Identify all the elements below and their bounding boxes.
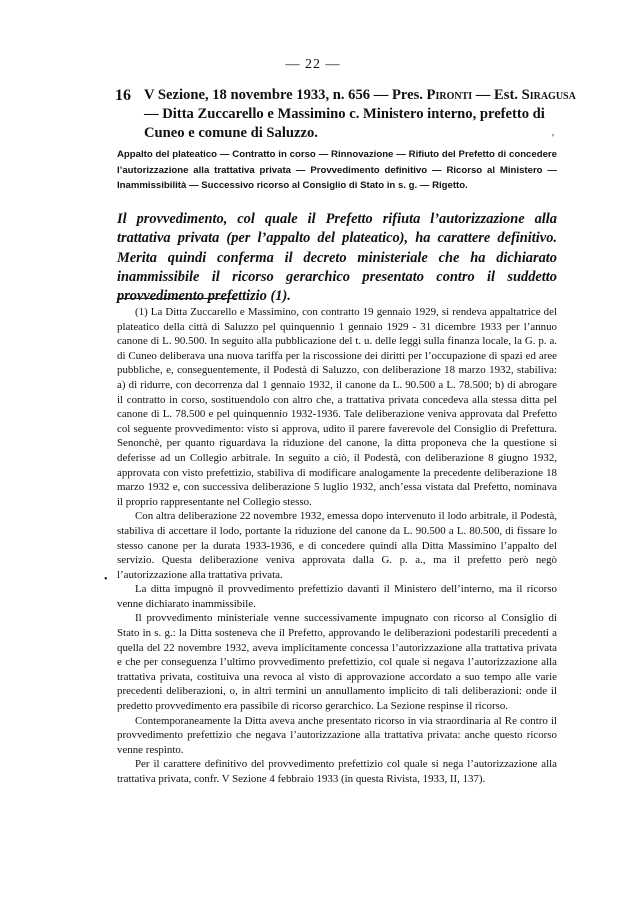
legal-principle: Il provvedimento, col quale il Prefetto rifiuta l’autorizzazione alla trattativa privata (per l’appalto del plateatico), ha carattere definitivo. Merita quindi conferma il decreto ministeriale che ha dichiarato inammissibile il ricorso gerarchico presentato contro il suddetto provvedimento prefettizio (1). [117, 211, 557, 305]
footnote-divider [117, 298, 237, 299]
case-header [117, 86, 577, 143]
footnote-paragraph: La ditta impugnò il provvedimento prefettizio davanti il Ministero dell’interno, ma il ricorso venne dichiarato inammissibile. [117, 583, 557, 610]
margin-mark: ʹ [552, 133, 555, 144]
case-header-text [117, 86, 577, 143]
header-est-label: — Est. [472, 87, 522, 103]
header-president: Pironti [426, 87, 473, 103]
footnote-paragraph: Il provvedimento ministeriale venne successivamente impugnato con ricorso al Consiglio di Stato in s. g.: la Ditta sosteneva che il Prefetto, approvando le deliberazioni podestarili precedenti a quella del 22 novembre 1932, aveva implicitamente concessa l’autorizzazione alla trattativa privata e che per conseguenza l’ultimo provvedimento prefettizio, col quale si negava l’autorizzazione alla trattativa privata, costituiva una revoca al visto di approvazione accordato a suo tempo alle varie precedenti deliberazioni, o, in altri termini un annullamento implicito di tali deliberazioni: onde il predetto provvedimento era passibile di ricorso gerarchico. La Sezione respinse il ricorso. [117, 612, 557, 713]
page-number: — 22 — [285, 57, 341, 72]
header-estensore: Siragusa [521, 87, 576, 103]
footnotes [117, 305, 557, 787]
header-section-date: V Sezione, 18 novembre 1933, n. 656 — Pres. [144, 87, 427, 103]
massima-keywords: Appalto del plateatico — Contratto in corso — Rinnovazione — Rifiuto del Prefetto di concedere l’autorizzazione alla trattativa privata — Provvedimento definitivo — Ricorso al Ministero — Inammissibilità — Successivo ricorso al Consiglio di Stato in s. g. — Rigetto. [117, 149, 557, 191]
footnote-paragraph: Contemporaneamente la Ditta aveva anche presentato ricorso in via straordinaria al Re contro il provvedimento prefettizio che negava l’autorizzazione alla trattativa privata: anche questo ricorso venne respinto. [117, 714, 557, 756]
case-number: 16 [115, 87, 131, 104]
footnote-paragraph: (1) La Ditta Zuccarello e Massimino, con contratto 19 gennaio 1929, si rendeva appaltatrice del plateatico della città di Saluzzo pel quinquennio 1 gennaio 1929 - 31 dicembre 1933 per l’annuo canone di L. 90.500. In seguito alla pubblicazione del t. u. delle leggi sulla finanza locale, la G. p. a. di Cuneo deliberava una nuova tariffa per la riscossione dei diritti per l’occupazione di spazi ed aree pubbliche, e, conseguentemente, il Podestà di Saluzzo, con deliberazione 18 marzo 1932, stabiliva: a) di ridurre, con decorrenza dal 1 gennaio 1932, il canone da L. 90.500 a L. 78.500; b) di abrogare il contratto in corso, sostituendolo con altro che, a trattativa privata concedeva alla stessa ditta pel canone di L. 78.500 e pel quinquennio 1932-1936. Tale deliberazione veniva approvata dal Prefetto col seguente provvedimento: visto si approva, udito il parere faverevole del Consiglio di Prefettura. Senonchè, per quanto riguardava la riduzione del canone, la ditta proponeva che la questione si deferisse ad un Collegio arbitrale. In seguito a ciò, il Podestà, con deliberazione 8 giugno 1932, approvata con visto prefettizio, stabiliva di modificare analogamente la precedente deliberazione 18 marzo 1932 e, con successiva deliberazione 5 luglio 1932, anch’essa vistata dal Prefetto, nominava il proprio rappresentante nel Collegio stesso. [117, 306, 557, 508]
footnote-paragraph: Per il carattere definitivo del provvedimento prefettizio col quale si nega l’autorizzazione alla trattativa privata, confr. V Sezione 4 febbraio 1933 (in questa Rivista, 1933, II, 137). [117, 758, 557, 785]
header-parties: — Ditta Zuccarello e Massimino c. Ministero interno, prefetto di Cuneo e comune di Saluzzo. [144, 106, 545, 141]
margin-dot: • [104, 574, 108, 585]
footnote-paragraph: Con altra deliberazione 22 novembre 1932, emessa dopo intervenuto il lodo arbitrale, il Podestà, stabiliva di accettare il lodo, portante la riduzione del canone da L. 90.500 a L. 80.500, di fissare lo stesso canone per la durata 1933-1936, e di concedere quindi alla Ditta Massimino l’appalto del servizio. Questa deliberazione veniva approvata dalla G. p. a., ma il prefetto però negò l’autorizzazione alla trattativa privata. [117, 510, 557, 581]
